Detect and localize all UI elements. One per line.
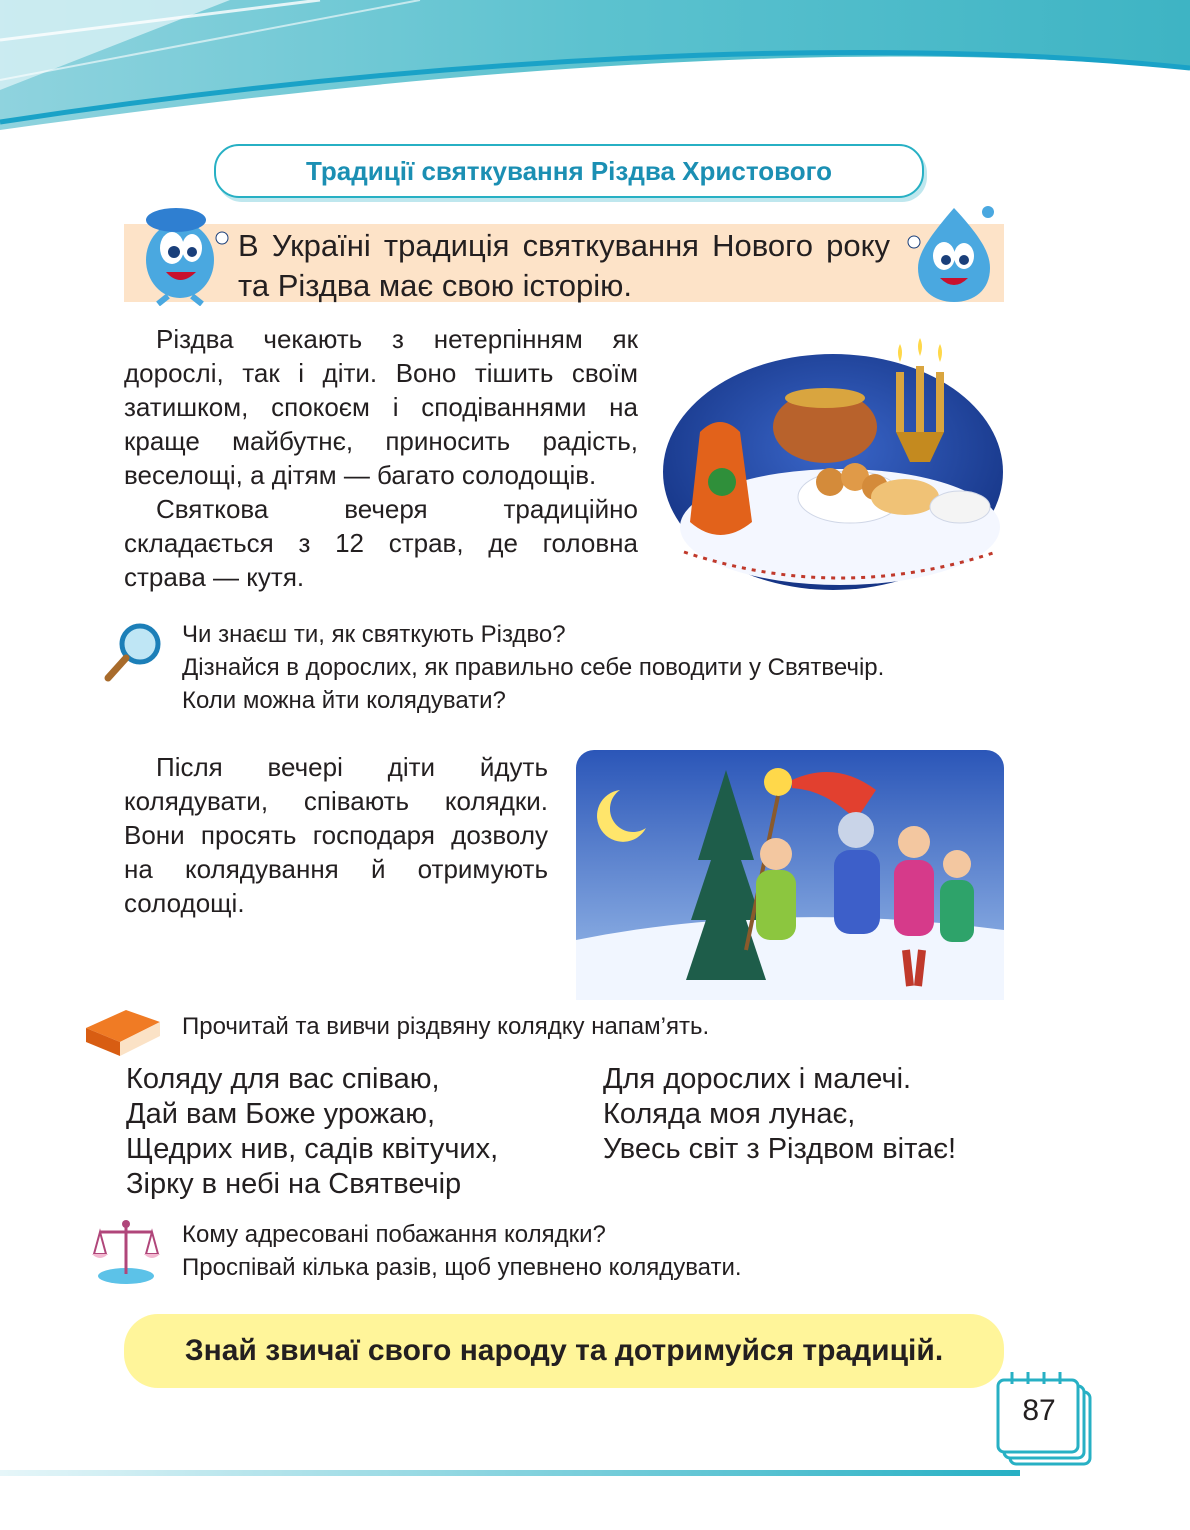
question-line: Кому адресовані побажання колядки? xyxy=(182,1221,606,1248)
motto-banner: Знай звичаї свого народу та дотримуйся традицій. xyxy=(124,1314,1004,1388)
water-drop-mascot-icon xyxy=(902,198,1006,306)
book-icon xyxy=(82,1006,164,1060)
paragraph-caroling xyxy=(124,750,548,920)
paragraph-text: Після вечері діти йдуть колядувати, співають колядки. Вони просять господаря дозволу на колядування й отримують солодощі. xyxy=(124,752,548,918)
question-line: Дізнайся в дорослих, як правильно себе поводити у Святвечір. xyxy=(182,654,885,681)
christmas-supper-illustration xyxy=(660,322,1006,600)
poem-line: Коляду для вас співаю, xyxy=(126,1063,440,1095)
header-wave-band xyxy=(0,0,1190,140)
water-drop-mascot-icon xyxy=(128,198,232,306)
paragraph-text: Святкова вечеря традиційно складається з 12 страв, де головна страва — кутя. xyxy=(124,494,638,592)
scales-icon xyxy=(90,1214,162,1286)
paragraph-text: Різдва чекають з нетерпінням як дорослі, так і діти. Воно тішить своїм затишком, спокоєм і сподіваннями на краще майбутнє, приносить радість, веселощі, а дітям — багато солодощів. xyxy=(124,324,638,490)
poem-right-column xyxy=(603,1062,956,1167)
page-title: Традиції святкування Різдва Христового xyxy=(214,144,924,198)
magnifier-icon xyxy=(102,620,164,684)
question-line: Коли можна йти колядувати? xyxy=(182,687,506,714)
poem-line: Щедрих нив, садів квітучих, xyxy=(126,1133,499,1165)
task-text xyxy=(182,1010,709,1043)
intro-text: В Україні традиція святкування Нового року та Різдва має свою історію. xyxy=(238,228,890,303)
poem-line: Увесь світ з Різдвом вітає! xyxy=(603,1133,957,1165)
question-line: Чи знаєш ти, як святкують Різдво? xyxy=(182,621,566,648)
poem-line: Зірку в небі на Святвечір xyxy=(126,1168,462,1200)
poem-line: Для дорослих і малечі. xyxy=(603,1063,912,1095)
page-number: 87 xyxy=(1022,1394,1056,1427)
task-line: Прочитай та вивчи різдвяну колядку напам’ять. xyxy=(182,1013,710,1040)
poem-line: Коляда моя лунає, xyxy=(603,1098,856,1130)
question-line: Проспівай кілька разів, щоб упевнено колядувати. xyxy=(182,1254,742,1281)
question-block xyxy=(182,618,1022,717)
poem-left-column xyxy=(126,1062,498,1202)
final-questions xyxy=(182,1218,742,1284)
carolers-illustration xyxy=(576,750,1004,1000)
footer-line xyxy=(0,1470,1020,1476)
poem-line: Дай вам Боже урожаю, xyxy=(126,1098,436,1130)
paragraph-christmas-wait xyxy=(124,322,638,594)
